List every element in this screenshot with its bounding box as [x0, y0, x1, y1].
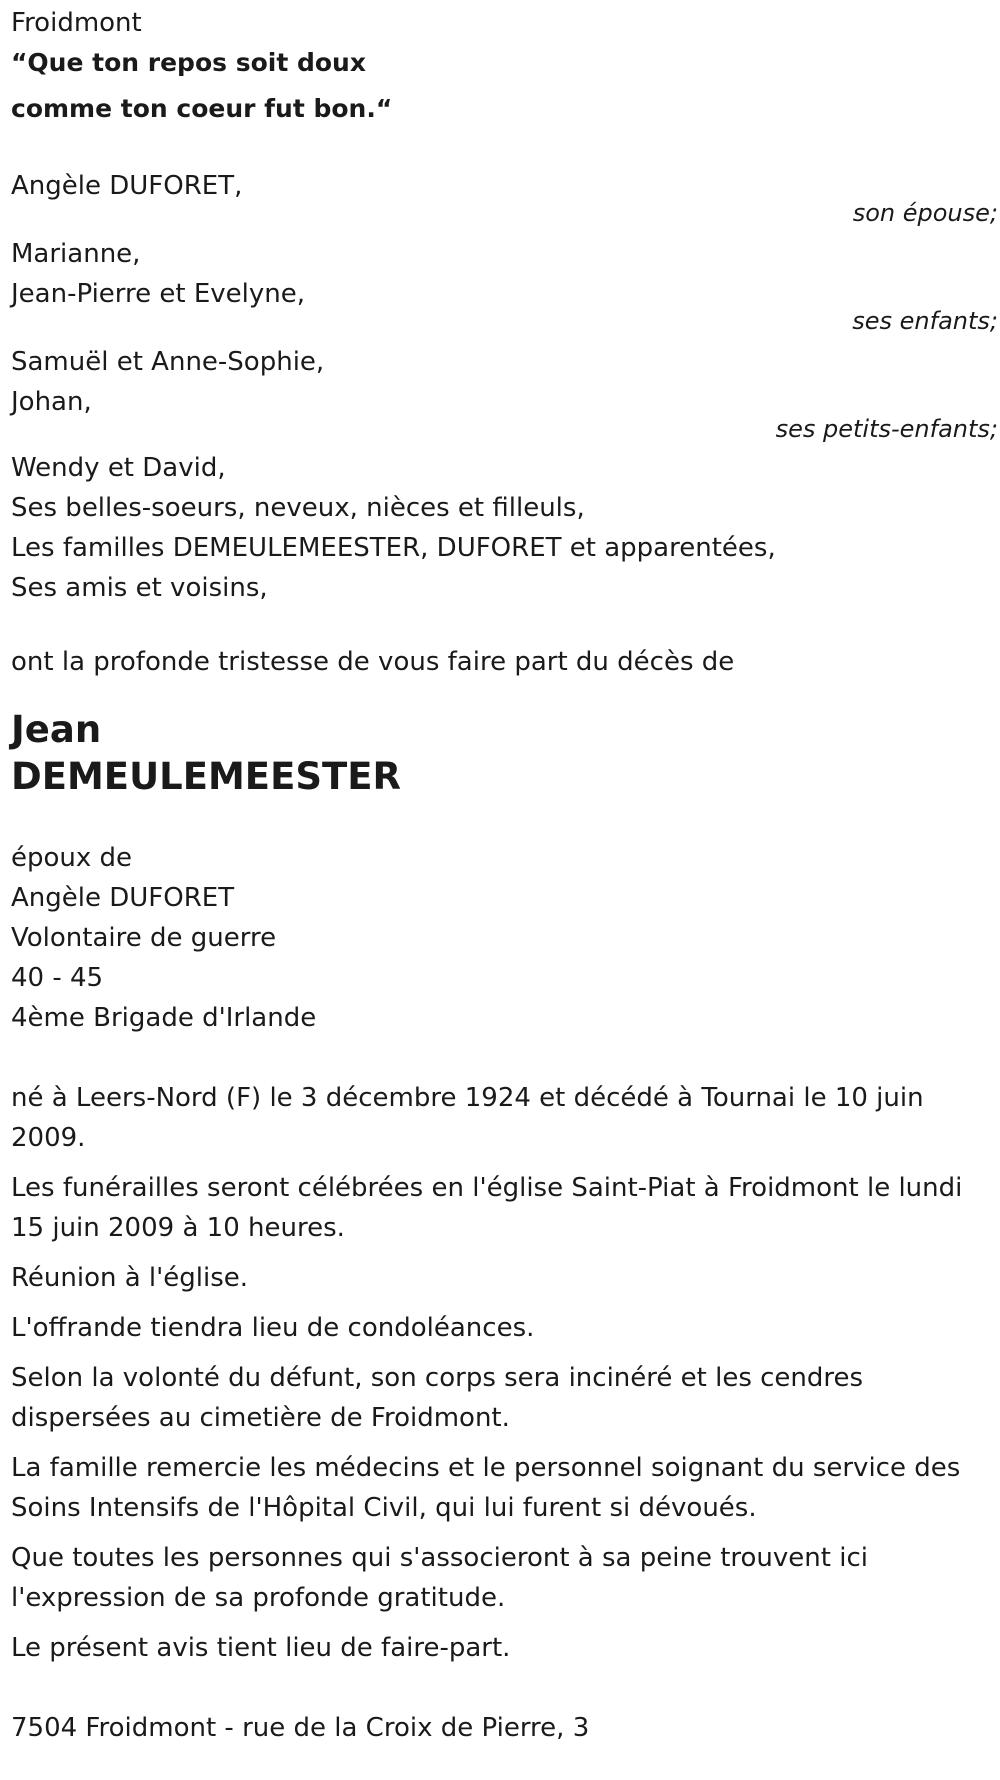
announcement-text: ont la profonde tristesse de vous faire part du décès de	[11, 647, 735, 677]
quote-line-1: “Que ton repos soit doux	[11, 48, 366, 77]
thanks-paragraph: La famille remercie les médecins et le personnel soignant du service des Soins Intensifs de l'Hôpital Civil, qui lui furent si dévoués.	[11, 1453, 961, 1523]
family-line: Wendy et David,	[11, 453, 226, 483]
family-line: Ses belles-soeurs, neveux, nièces et filleuls,	[11, 493, 585, 523]
detail-line: Angèle DUFORET	[11, 883, 235, 913]
family-role: ses petits-enfants;	[775, 415, 998, 443]
funeral-paragraph: Les funérailles seront célébrées en l'église Saint-Piat à Froidmont le lundi 15 juin 2009 à 10 heures.	[11, 1173, 963, 1243]
family-name: Johan,	[11, 387, 92, 417]
cremation-paragraph: Selon la volonté du défunt, son corps sera incinéré et les cendres dispersées au cimetière de Froidmont.	[11, 1363, 864, 1433]
family-line: Les familles DEMEULEMEESTER, DUFORET et apparentées,	[11, 533, 776, 563]
family-role: son épouse;	[852, 199, 998, 227]
quote-line-2: comme ton coeur fut bon.“	[11, 94, 393, 123]
spacer	[11, 682, 996, 706]
spacer	[11, 800, 996, 838]
family-line: Ses amis et voisins,	[11, 573, 268, 603]
obituary-notice	[11, 0, 996, 1748]
deceased-first-name: Jean	[11, 708, 102, 751]
offering-paragraph: L'offrande tiendra lieu de condoléances.	[11, 1313, 535, 1343]
spacer	[11, 608, 996, 642]
notice-paragraph: Le présent avis tient lieu de faire-part.	[11, 1633, 511, 1663]
deceased-last-name: DEMEULEMEESTER	[11, 755, 401, 798]
gratitude-paragraph: Que toutes les personnes qui s'associeront à sa peine trouvent ici l'expression de sa profonde gratitude.	[11, 1543, 868, 1613]
spacer	[11, 134, 996, 166]
address: 7504 Froidmont - rue de la Croix de Pierre, 3	[11, 1713, 590, 1743]
family-role: ses enfants;	[852, 307, 998, 335]
family-others	[11, 448, 996, 608]
birth-death-paragraph: né à Leers-Nord (F) le 3 décembre 1924 et décédé à Tournai le 10 juin 2009.	[11, 1083, 924, 1153]
notice-body	[11, 1078, 991, 1668]
detail-line: 4ème Brigade d'Irlande	[11, 1003, 317, 1033]
detail-line: époux de	[11, 843, 133, 873]
detail-line: Volontaire de guerre	[11, 923, 277, 953]
family-name: Samuël et Anne-Sophie,	[11, 347, 325, 377]
family-name: Jean-Pierre et Evelyne,	[11, 279, 306, 309]
spacer	[11, 1678, 996, 1708]
family-group-spouse	[11, 166, 996, 230]
detail-line: 40 - 45	[11, 963, 104, 993]
family-name: Angèle DUFORET,	[11, 171, 243, 201]
place-name: Froidmont	[11, 8, 142, 38]
family-name: Marianne,	[11, 239, 141, 269]
family-group-grandchildren	[11, 342, 996, 446]
deceased-details	[11, 838, 996, 1038]
spacer	[11, 1038, 996, 1078]
family-group-children	[11, 234, 996, 338]
meeting-paragraph: Réunion à l'église.	[11, 1263, 249, 1293]
